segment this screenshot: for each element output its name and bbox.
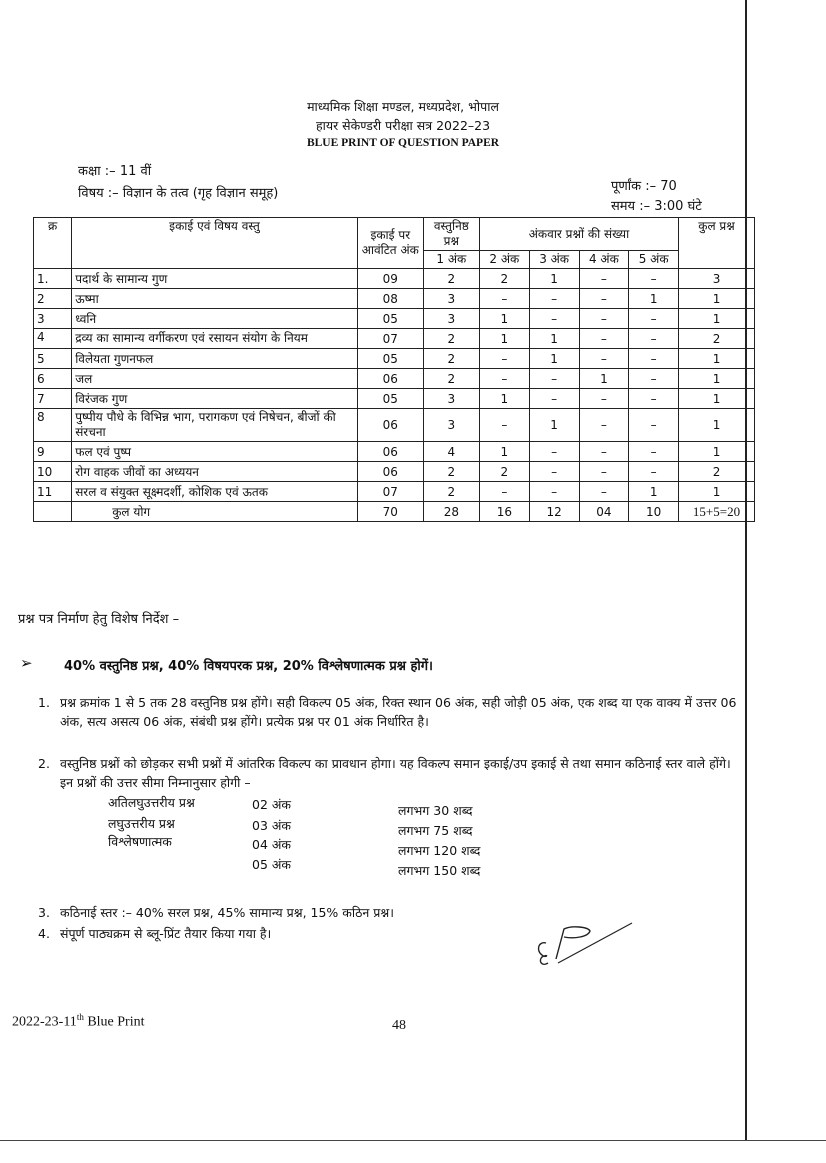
row-marks: 09 xyxy=(357,269,423,289)
row-m5: – xyxy=(629,369,679,389)
row-total: 2 xyxy=(679,462,755,482)
row-marks: 06 xyxy=(357,409,423,442)
limit-marks: 03 अंक xyxy=(252,818,292,833)
row-m5: 1 xyxy=(629,482,679,502)
row-marks: 06 xyxy=(357,442,423,462)
header-2-mark: 2 अंक xyxy=(479,251,529,269)
table-row xyxy=(34,289,755,309)
blueprint-table xyxy=(33,217,755,522)
row-m4: – xyxy=(579,329,629,349)
row-m2: – xyxy=(479,349,529,369)
subject-label: विषय :– विज्ञान के तत्व (गृह विज्ञान समूह) xyxy=(78,186,279,201)
limit-type: अतिलघुउत्तरीय प्रश्न xyxy=(108,795,195,810)
row-sno: 3 xyxy=(34,309,72,329)
row-m4: – xyxy=(579,289,629,309)
totals-m4: 04 xyxy=(579,502,629,522)
totals-m5: 10 xyxy=(629,502,679,522)
row-m5: – xyxy=(629,442,679,462)
row-m1: 2 xyxy=(423,462,479,482)
table-row xyxy=(34,462,755,482)
row-m2: – xyxy=(479,409,529,442)
totals-m3: 12 xyxy=(529,502,579,522)
row-unit: पुष्पीय पौधे के विभिन्न भाग, परागकण एवं निषेचन, बीजों की संरचना xyxy=(72,409,358,442)
limit-words: लगभग 30 शब्द xyxy=(398,803,473,818)
row-sno: 2 xyxy=(34,289,72,309)
totals-label: कुल योग xyxy=(72,502,358,522)
row-unit: पदार्थ के सामान्य गुण xyxy=(72,269,358,289)
header-allotted-marks: इकाई पर आवंटित अंक xyxy=(357,218,423,269)
row-m3: 1 xyxy=(529,269,579,289)
bullet-arrow-icon: ➢ xyxy=(20,654,33,672)
max-marks: पूर्णांक :– 70 xyxy=(611,179,677,194)
row-m1: 2 xyxy=(423,349,479,369)
row-total: 1 xyxy=(679,349,755,369)
row-marks: 07 xyxy=(357,482,423,502)
limit-marks: 05 अंक xyxy=(252,857,292,872)
row-sno: 4 xyxy=(34,329,72,349)
table-row xyxy=(34,442,755,462)
class-label: कक्षा :– 11 वीं xyxy=(78,164,152,179)
row-m5: – xyxy=(629,409,679,442)
row-marks: 06 xyxy=(357,462,423,482)
row-m2: 2 xyxy=(479,462,529,482)
row-unit: विलेयता गुणनफल xyxy=(72,349,358,369)
row-sno: 8 xyxy=(34,409,72,442)
row-m3: – xyxy=(529,309,579,329)
row-unit: जल xyxy=(72,369,358,389)
row-unit: ध्वनि xyxy=(72,309,358,329)
header-total: कुल प्रश्न xyxy=(679,218,755,269)
table-row xyxy=(34,309,755,329)
footer-code-text: Blue Print xyxy=(83,1014,145,1030)
row-sno: 9 xyxy=(34,442,72,462)
row-m2: – xyxy=(479,482,529,502)
board-name: माध्यमिक शिक्षा मण्डल, मध्यप्रदेश, भोपाल xyxy=(307,99,499,114)
row-m4: – xyxy=(579,389,629,409)
totals-m1: 28 xyxy=(423,502,479,522)
row-m5: – xyxy=(629,329,679,349)
limit-words: लगभग 150 शब्द xyxy=(398,863,481,878)
row-total: 1 xyxy=(679,409,755,442)
row-total: 1 xyxy=(679,369,755,389)
instructions-title: प्रश्न पत्र निर्माण हेतु विशेष निर्देश – xyxy=(18,612,180,627)
row-m1: 3 xyxy=(423,409,479,442)
limit-words: लगभग 75 शब्द xyxy=(398,823,473,838)
row-unit: ऊष्मा xyxy=(72,289,358,309)
row-m1: 3 xyxy=(423,389,479,409)
row-m5: – xyxy=(629,309,679,329)
row-m5: – xyxy=(629,389,679,409)
limit-type: लघुउत्तरीय प्रश्न xyxy=(108,816,175,831)
row-m3: – xyxy=(529,289,579,309)
totals-marks: 70 xyxy=(357,502,423,522)
footer-document-code xyxy=(12,1012,145,1031)
row-sno: 5 xyxy=(34,349,72,369)
row-m5: – xyxy=(629,462,679,482)
footer-code-suffix: th xyxy=(76,1012,84,1022)
header-sno: क्र xyxy=(34,218,72,269)
note-1-number: 1. xyxy=(38,695,50,710)
limit-type: विश्लेषणात्मक xyxy=(108,834,172,849)
header-objective: वस्तुनिष्ठ प्रश्न xyxy=(423,218,479,251)
row-m1: 2 xyxy=(423,482,479,502)
page-border-horizontal xyxy=(0,1140,826,1141)
row-unit: फल एवं पुष्प xyxy=(72,442,358,462)
row-total: 1 xyxy=(679,482,755,502)
row-m3: – xyxy=(529,482,579,502)
row-sno: 11 xyxy=(34,482,72,502)
row-unit: सरल व संयुक्त सूक्ष्मदर्शी, कोशिक एवं ऊतक xyxy=(72,482,358,502)
row-m4: – xyxy=(579,349,629,369)
row-total: 1 xyxy=(679,442,755,462)
header-1-mark: 1 अंक xyxy=(423,251,479,269)
header-4-mark: 4 अंक xyxy=(579,251,629,269)
exam-session: हायर सेकेण्डरी परीक्षा सत्र 2022–23 xyxy=(315,118,491,133)
row-m2: 1 xyxy=(479,329,529,349)
row-m1: 2 xyxy=(423,369,479,389)
row-unit: रोग वाहक जीवों का अध्ययन xyxy=(72,462,358,482)
row-m1: 2 xyxy=(423,269,479,289)
note-2-number: 2. xyxy=(38,756,50,771)
page-border-vertical xyxy=(745,0,747,1140)
table-row xyxy=(34,269,755,289)
row-m5: – xyxy=(629,269,679,289)
note-4-text: संपूर्ण पाठ्यक्रम से ब्लू-प्रिंट तैयार किया गया है। xyxy=(60,926,272,941)
row-m1: 2 xyxy=(423,329,479,349)
limit-marks: 02 अंक xyxy=(252,797,292,812)
table-row xyxy=(34,482,755,502)
document-title: BLUE PRINT OF QUESTION PAPER xyxy=(306,137,500,149)
header-3-mark: 3 अंक xyxy=(529,251,579,269)
row-m3: 1 xyxy=(529,329,579,349)
question-distribution: 40% वस्तुनिष्ठ प्रश्न, 40% विषयपरक प्रश्न, 20% विश्लेषणात्मक प्रश्न होगें। xyxy=(64,659,433,674)
row-marks: 05 xyxy=(357,349,423,369)
row-m1: 3 xyxy=(423,309,479,329)
table-row xyxy=(34,329,755,349)
row-marks: 05 xyxy=(357,389,423,409)
row-m3: – xyxy=(529,389,579,409)
table-row xyxy=(34,409,755,442)
limit-words: लगभग 120 शब्द xyxy=(398,843,481,858)
note-2-text: वस्तुनिष्ठ प्रश्नों को छोड़कर सभी प्रश्नों में आंतरिक विकल्प का प्रावधान होगा। यह विकल्प समान इकाई/उप इकाई से तथा समान कठिनाई स्तर वाले होंगे। इन प्रश्नों की उत्तर सीमा निम्नानुसार होगी – xyxy=(60,756,731,791)
page-number: 48 xyxy=(392,1018,406,1033)
row-m3: 1 xyxy=(529,349,579,369)
totals-m2: 16 xyxy=(479,502,529,522)
row-m5: – xyxy=(629,349,679,369)
note-4-number: 4. xyxy=(38,926,50,941)
row-total: 3 xyxy=(679,269,755,289)
row-m3: – xyxy=(529,442,579,462)
row-m1: 3 xyxy=(423,289,479,309)
row-m3: 1 xyxy=(529,409,579,442)
row-m4: 1 xyxy=(579,369,629,389)
row-m4: – xyxy=(579,462,629,482)
footer-code-prefix: 2022-23-11 xyxy=(12,1014,77,1030)
row-marks: 07 xyxy=(357,329,423,349)
note-3-number: 3. xyxy=(38,905,50,920)
row-unit: द्रव्य का सामान्य वर्गीकरण एवं रसायन संयोग के नियम xyxy=(72,329,358,349)
row-m4: – xyxy=(579,442,629,462)
note-1-text: प्रश्न क्रमांक 1 से 5 तक 28 वस्तुनिष्ठ प्रश्न होंगे। सही विकल्प 05 अंक, रिक्त स्थान 06 अंक, सही जोड़ी 05 अंक, एक शब्द या एक वाक्य में उत्तर 06 अंक, सत्य असत्य 06 अंक, संबंधी प्रश्न होंगे। प्रत्येक प्रश्न पर 01 अंक निर्धारित है। xyxy=(60,695,737,730)
table-row xyxy=(34,349,755,369)
row-m2: 2 xyxy=(479,269,529,289)
row-marks: 05 xyxy=(357,309,423,329)
row-m4: – xyxy=(579,409,629,442)
table-row xyxy=(34,369,755,389)
row-total: 2 xyxy=(679,329,755,349)
row-m1: 4 xyxy=(423,442,479,462)
row-sno: 6 xyxy=(34,369,72,389)
row-sno: 1. xyxy=(34,269,72,289)
note-2 xyxy=(38,754,745,793)
totals-total: 15+5=20 xyxy=(679,502,755,522)
row-unit: विरंजक गुण xyxy=(72,389,358,409)
table-row xyxy=(34,389,755,409)
header-5-mark: 5 अंक xyxy=(629,251,679,269)
row-m2: 1 xyxy=(479,389,529,409)
header-unit: इकाई एवं विषय वस्तु xyxy=(72,218,358,269)
row-total: 1 xyxy=(679,309,755,329)
row-sno: 10 xyxy=(34,462,72,482)
row-m2: – xyxy=(479,289,529,309)
row-total: 1 xyxy=(679,289,755,309)
header-markwise: अंकवार प्रश्नों की संख्या xyxy=(479,218,678,251)
row-m2: 1 xyxy=(479,442,529,462)
row-marks: 06 xyxy=(357,369,423,389)
note-3-text: कठिनाई स्तर :– 40% सरल प्रश्न, 45% सामान्य प्रश्न, 15% कठिन प्रश्न। xyxy=(60,905,394,920)
row-m2: – xyxy=(479,369,529,389)
row-m4: – xyxy=(579,482,629,502)
exam-time: समय :– 3:00 घंटे xyxy=(611,199,702,214)
row-total: 1 xyxy=(679,389,755,409)
totals-sno xyxy=(34,502,72,522)
row-m2: 1 xyxy=(479,309,529,329)
totals-row xyxy=(34,502,755,522)
signature-icon xyxy=(528,915,638,975)
row-marks: 08 xyxy=(357,289,423,309)
row-m3: – xyxy=(529,462,579,482)
row-m4: – xyxy=(579,269,629,289)
row-m5: 1 xyxy=(629,289,679,309)
row-m3: – xyxy=(529,369,579,389)
row-sno: 7 xyxy=(34,389,72,409)
limit-marks: 04 अंक xyxy=(252,837,292,852)
note-1 xyxy=(38,693,740,732)
row-m4: – xyxy=(579,309,629,329)
